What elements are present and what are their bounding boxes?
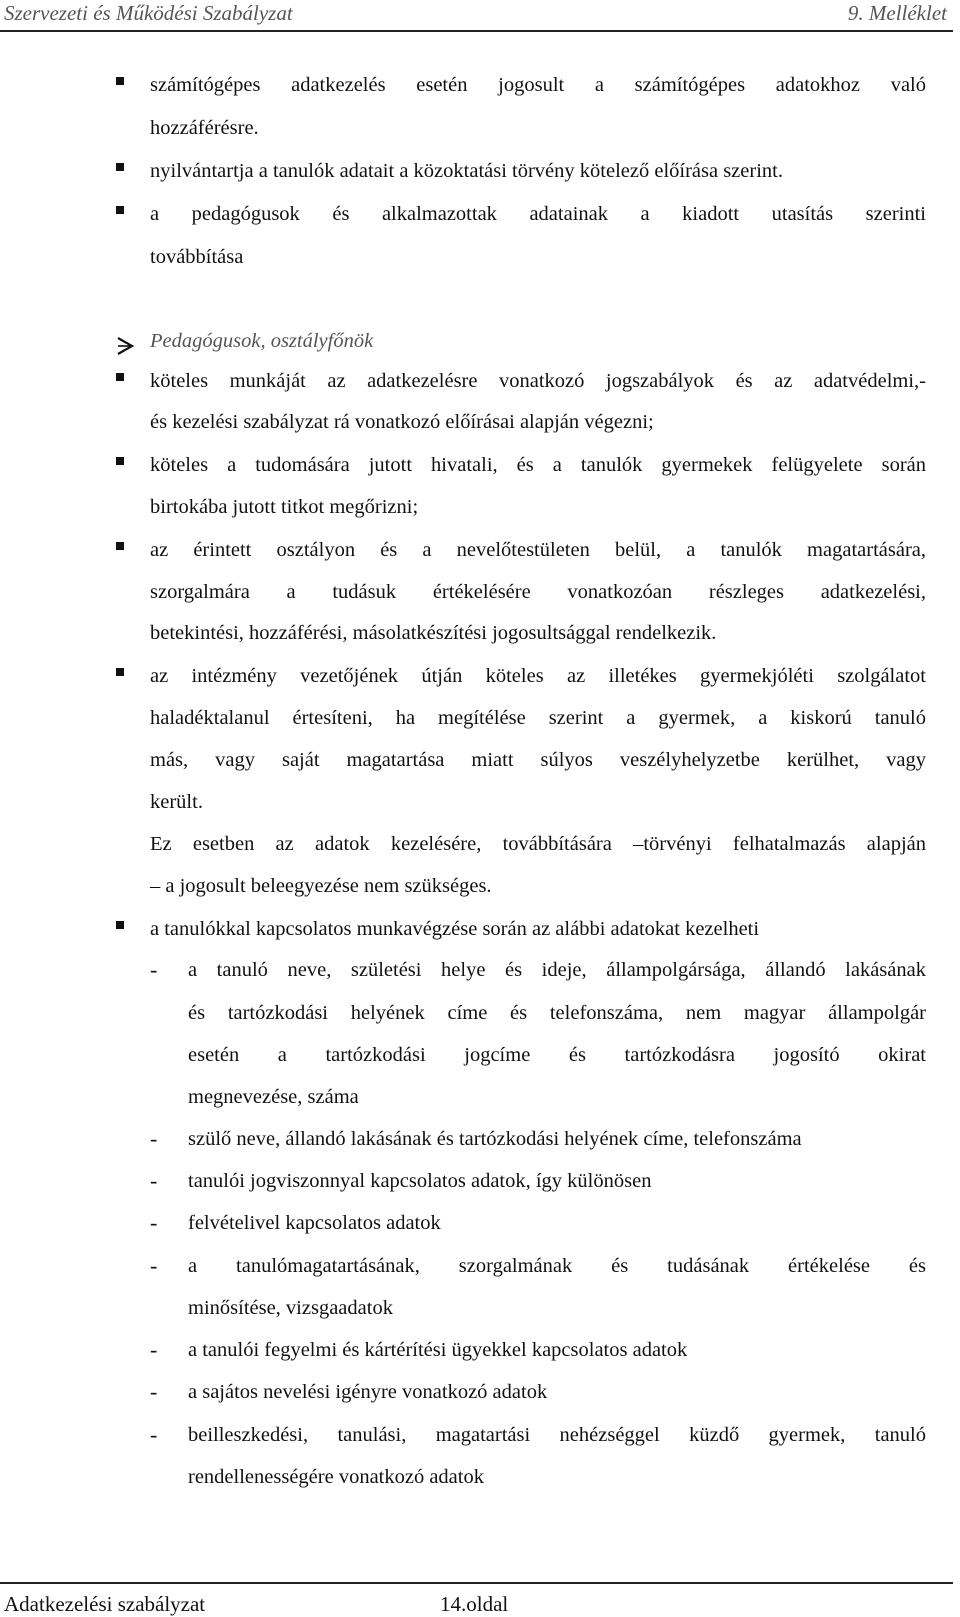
bullet-square-icon — [116, 77, 124, 85]
list-item-line: szorgalmára a tudásuk értékelésére vonatkozóan részleges adatkezelési, — [150, 581, 926, 603]
list-item-line: hozzáférésre. — [150, 117, 259, 139]
dash-bullet: - — [150, 1379, 158, 1404]
page-header — [0, 0, 953, 32]
dash-bullet: - — [150, 1210, 158, 1235]
dash-bullet: - — [150, 1168, 158, 1193]
list-item-line: nyilvántartja a tanulók adatait a közoktatási törvény kötelező előírása szerint. — [150, 160, 783, 182]
list-item-line: megnevezése, száma — [188, 1086, 359, 1108]
bullet-square-icon — [116, 163, 124, 171]
list-item-line: a tanuló neve, születési helye és ideje, állampolgársága, állandó lakásának — [188, 959, 926, 981]
bullet-square-icon — [116, 457, 124, 465]
page-number: 14.oldal — [440, 1592, 509, 1616]
list-item-line: a tanulómagatartásának, szorgalmának és tudásának értékelése és — [188, 1255, 926, 1277]
list-item-line: és kezelési szabályzat rá vonatkozó előírásai alapján végezni; — [150, 411, 654, 433]
list-item-line: beilleszkedési, tanulási, magatartási nehézséggel küzdő gyermek, tanuló — [188, 1424, 926, 1446]
list-item-line: a sajátos nevelési igényre vonatkozó adatok — [188, 1381, 548, 1403]
dash-bullet: - — [150, 1337, 158, 1362]
list-item-line: rendellenességére vonatkozó adatok — [188, 1466, 484, 1488]
list-item-line: a pedagógusok és alkalmazottak adatainak a kiadott utasítás szerinti — [150, 203, 926, 225]
list-item-line: továbbítása — [150, 246, 244, 268]
header-annex: 9. Melléklet — [847, 1, 947, 25]
list-item-line: számítógépes adatkezelés esetén jogosult a számítógépes adatokhoz való — [150, 74, 926, 96]
list-item-line: került. — [150, 791, 203, 813]
list-item-line: haladéktalanul értesíteni, ha megítélése szerint a gyermek, a kiskorú tanuló — [150, 707, 926, 729]
list-item-line: – a jogosult beleegyezése nem szükséges. — [150, 875, 492, 897]
bullet-square-icon — [116, 668, 124, 676]
list-item-line: köteles munkáját az adatkezelésre vonatkozó jogszabályok és az adatvédelmi,- — [150, 370, 926, 392]
list-item-line: a tanulói fegyelmi és kártérítési ügyekkel kapcsolatos adatok — [188, 1339, 688, 1361]
list-item-line: Ez esetben az adatok kezelésére, továbbítására –törvényi felhatalmazás alapján — [150, 833, 926, 855]
list-item-line: esetén a tartózkodási jogcíme és tartózkodásra jogosító okirat — [188, 1044, 926, 1066]
list-item-line: tanulói jogviszonnyal kapcsolatos adatok, így különösen — [188, 1170, 652, 1192]
bullet-square-icon — [116, 542, 124, 550]
section-title: Pedagógusok, osztályfőnök — [150, 330, 374, 352]
list-item-line: betekintési, hozzáférési, másolatkészítési jogosultsággal rendelkezik. — [150, 622, 717, 644]
footer-doc-title: Adatkezelési szabályzat — [4, 1592, 206, 1616]
list-item-line: szülő neve, állandó lakásának és tartózkodási helyének címe, telefonszáma — [188, 1128, 802, 1150]
list-item-line: birtokába jutott titkot megőrizni; — [150, 496, 419, 518]
bullet-square-icon — [116, 206, 124, 214]
dash-bullet: - — [150, 1126, 158, 1151]
list-item-line: felvételivel kapcsolatos adatok — [188, 1212, 441, 1234]
list-item-line: az érintett osztályon és a nevelőtestületen belül, a tanulók magatartására, — [150, 539, 926, 561]
bullet-square-icon — [116, 921, 124, 929]
list-item-line: és tartózkodási helyének címe és telefonszáma, nem magyar állampolgár — [188, 1002, 926, 1024]
page-footer — [0, 1582, 953, 1616]
list-item-line: az intézmény vezetőjének útján köteles az illetékes gyermekjóléti szolgálatot — [150, 665, 926, 687]
dash-bullet: - — [150, 957, 158, 982]
list-item-line: más, vagy saját magatartása miatt súlyos veszélyhelyzetbe kerülhet, vagy — [150, 749, 926, 771]
list-item-line: köteles a tudomására jutott hivatali, és a tanulók gyermekek felügyelete során — [150, 454, 926, 476]
arrow-bullet-icon — [115, 336, 137, 356]
dash-bullet: - — [150, 1253, 158, 1278]
header-title: Szervezeti és Működési Szabályzat — [4, 1, 293, 25]
dash-bullet: - — [150, 1422, 158, 1447]
list-item-line: minősítése, vizsgaadatok — [188, 1297, 393, 1319]
list-item-line: a tanulókkal kapcsolatos munkavégzése során az alábbi adatokat kezelheti — [150, 918, 760, 940]
bullet-square-icon — [116, 373, 124, 381]
